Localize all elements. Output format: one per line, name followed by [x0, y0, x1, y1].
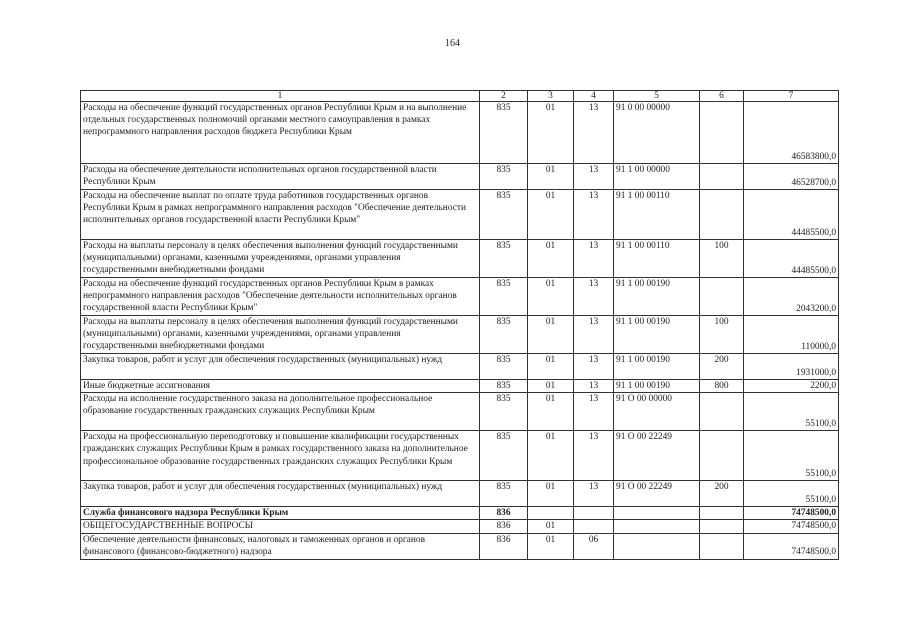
admin-code-cell: 835: [480, 240, 528, 278]
amount-cell: 55100,0: [744, 393, 839, 431]
admin-code-cell: 835: [480, 431, 528, 481]
amount-cell: 74748500,0: [744, 533, 839, 559]
page-number: 164: [445, 38, 460, 49]
subsection-cell: 06: [574, 533, 614, 559]
description-cell: Иные бюджетные ассигнования: [81, 380, 480, 393]
subsection-cell: 13: [574, 354, 614, 380]
table-row: [81, 431, 839, 481]
admin-code-cell: 835: [480, 481, 528, 507]
expense-type-cell: [700, 393, 744, 431]
amount-cell: 44485500,0: [744, 240, 839, 278]
expense-type-cell: [700, 190, 744, 240]
section-cell: 01: [528, 316, 574, 354]
amount-cell: 2043200,0: [744, 278, 839, 316]
target-article-cell: [614, 507, 700, 520]
column-header-7: 7: [744, 91, 839, 102]
column-header-1: 1: [81, 91, 480, 102]
admin-code-cell: 835: [480, 164, 528, 190]
target-article-cell: [614, 520, 700, 533]
admin-code-cell: 835: [480, 190, 528, 240]
admin-code-cell: 836: [480, 533, 528, 559]
admin-code-cell: 835: [480, 393, 528, 431]
amount-cell: 55100,0: [744, 481, 839, 507]
target-article-cell: 91 0 00 00000: [614, 102, 700, 164]
target-article-cell: 91 О 00 00000: [614, 393, 700, 431]
section-cell: 01: [528, 102, 574, 164]
section-cell: 01: [528, 164, 574, 190]
admin-code-cell: 836: [480, 507, 528, 520]
admin-code-cell: 836: [480, 520, 528, 533]
admin-code-cell: 835: [480, 380, 528, 393]
subsection-cell: 13: [574, 102, 614, 164]
subsection-cell: 13: [574, 240, 614, 278]
target-article-cell: 91 1 00 00190: [614, 354, 700, 380]
target-article-cell: 91 1 00 00190: [614, 380, 700, 393]
section-cell: [528, 507, 574, 520]
target-article-cell: 91 1 00 00110: [614, 190, 700, 240]
section-cell: 01: [528, 431, 574, 481]
subsection-cell: 13: [574, 278, 614, 316]
description-cell: Расходы на обеспечение функций государственных органов Республики Крым в рамках непрограммного направления расходов "Обеспечение деятельности исполнительных органов государственной власти Республики Крым": [81, 278, 480, 316]
expense-type-cell: [700, 278, 744, 316]
amount-cell: 1931000,0: [744, 354, 839, 380]
column-header-4: 4: [574, 91, 614, 102]
subsection-cell: 13: [574, 481, 614, 507]
amount-cell: 46528700,0: [744, 164, 839, 190]
amount-cell: 55100,0: [744, 431, 839, 481]
table-row: [81, 507, 839, 520]
table-row: [81, 520, 839, 533]
budget-table: [80, 90, 839, 560]
column-header-3: 3: [528, 91, 574, 102]
target-article-cell: [614, 533, 700, 559]
table-row: [81, 102, 839, 164]
table-row: [81, 164, 839, 190]
target-article-cell: 91 1 00 00110: [614, 240, 700, 278]
expense-type-cell: 800: [700, 380, 744, 393]
expense-type-cell: [700, 164, 744, 190]
subsection-cell: 13: [574, 393, 614, 431]
expense-type-cell: 200: [700, 354, 744, 380]
subsection-cell: 13: [574, 190, 614, 240]
description-cell: ОБЩЕГОСУДАРСТВЕННЫЕ ВОПРОСЫ: [81, 520, 480, 533]
table-row: [81, 533, 839, 559]
expense-type-cell: [700, 520, 744, 533]
subsection-cell: 13: [574, 380, 614, 393]
description-cell: Обеспечение деятельности финансовых, налоговых и таможенных органов и органов финансового (финансово-бюджетного) надзора: [81, 533, 480, 559]
subsection-cell: 13: [574, 431, 614, 481]
amount-cell: 44485500,0: [744, 190, 839, 240]
description-cell: Расходы на выплаты персоналу в целях обеспечения выполнения функций государственными (муниципальными) органами, казенными учреждениями, органами управления государственными внебюджетными фондами: [81, 240, 480, 278]
amount-cell: 2200,0: [744, 380, 839, 393]
amount-cell: 74748500,0: [744, 507, 839, 520]
section-cell: 01: [528, 190, 574, 240]
subsection-cell: [574, 507, 614, 520]
amount-cell: 46583800,0: [744, 102, 839, 164]
table-row: [81, 278, 839, 316]
subsection-cell: [574, 520, 614, 533]
target-article-cell: 91 1 00 00190: [614, 316, 700, 354]
description-cell: Расходы на выплаты персоналу в целях обеспечения выполнения функций государственными (муниципальными) органами, казенными учреждениями, органами управления государственными внебюджетными фондами: [81, 316, 480, 354]
subsection-cell: 13: [574, 316, 614, 354]
section-cell: 01: [528, 278, 574, 316]
admin-code-cell: 835: [480, 354, 528, 380]
table-row: [81, 481, 839, 507]
section-cell: 01: [528, 380, 574, 393]
subsection-cell: 13: [574, 164, 614, 190]
section-cell: 01: [528, 354, 574, 380]
amount-cell: 74748500,0: [744, 520, 839, 533]
description-cell: Расходы на обеспечение выплат по оплате труда работников государственных органов Республики Крым в рамках непрограммного направления расходов "Обеспечение деятельности исполнительных органов государственной власти Республики Крым": [81, 190, 480, 240]
expense-type-cell: [700, 507, 744, 520]
budget-table-body: [81, 91, 839, 560]
column-header-5: 5: [614, 91, 700, 102]
table-row: [81, 240, 839, 278]
table-header-row: [81, 91, 839, 102]
section-cell: 01: [528, 240, 574, 278]
table-row: [81, 354, 839, 380]
target-article-cell: 91 1 00 00000: [614, 164, 700, 190]
section-cell: 01: [528, 520, 574, 533]
description-cell: Расходы на обеспечение деятельности исполнительных органов государственной власти Республики Крым: [81, 164, 480, 190]
table-row: [81, 190, 839, 240]
section-cell: 01: [528, 393, 574, 431]
amount-cell: 110000,0: [744, 316, 839, 354]
description-cell: Служба финансового надзора Республики Крым: [81, 507, 480, 520]
expense-type-cell: [700, 431, 744, 481]
description-cell: Расходы на обеспечение функций государственных органов Республики Крым и на выполнение отдельных государственных полномочий органами местного самоуправления в рамках непрограммного направления расходов бюджета Республики Крым: [81, 102, 480, 164]
target-article-cell: 91 1 00 00190: [614, 278, 700, 316]
admin-code-cell: 835: [480, 278, 528, 316]
description-cell: Расходы на профессиональную переподготовку и повышение квалификации государственных гражданских служащих Республики Крым в рамках государственного заказа на дополнительное профессиональное образование государственных гражданских служащих Республики Крым: [81, 431, 480, 481]
section-cell: 01: [528, 533, 574, 559]
table-row: [81, 393, 839, 431]
column-header-2: 2: [480, 91, 528, 102]
description-cell: Расходы на исполнение государственного заказа на дополнительное профессиональное образование государственных гражданских служащих Республики Крым: [81, 393, 480, 431]
expense-type-cell: [700, 533, 744, 559]
expense-type-cell: 100: [700, 316, 744, 354]
admin-code-cell: 835: [480, 316, 528, 354]
description-cell: Закупка товаров, работ и услуг для обеспечения государственных (муниципальных) нужд: [81, 354, 480, 380]
expense-type-cell: [700, 102, 744, 164]
column-header-6: 6: [700, 91, 744, 102]
expense-type-cell: 200: [700, 481, 744, 507]
description-cell: Закупка товаров, работ и услуг для обеспечения государственных (муниципальных) нужд: [81, 481, 480, 507]
table-row: [81, 380, 839, 393]
section-cell: 01: [528, 481, 574, 507]
target-article-cell: 91 О 00 22249: [614, 431, 700, 481]
target-article-cell: 91 О 00 22249: [614, 481, 700, 507]
expense-type-cell: 100: [700, 240, 744, 278]
table-row: [81, 316, 839, 354]
admin-code-cell: 835: [480, 102, 528, 164]
